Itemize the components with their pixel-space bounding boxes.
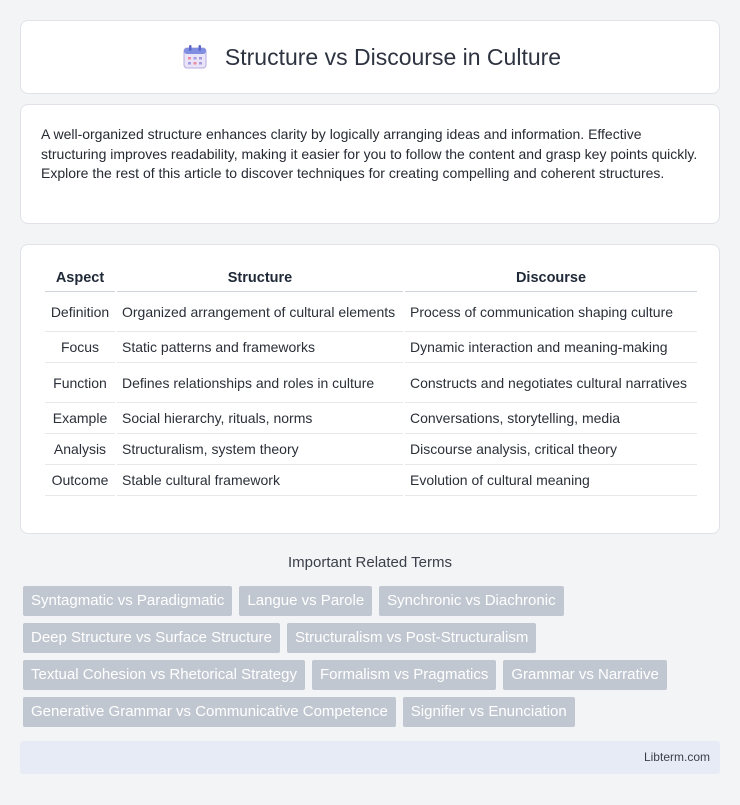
footer-bar: [20, 741, 720, 774]
table-cell-aspect: Definition: [45, 292, 115, 332]
table-cell-structure: Social hierarchy, rituals, norms: [117, 403, 403, 434]
related-term-tag[interactable]: Generative Grammar vs Communicative Competence: [23, 697, 396, 727]
column-header-structure: Structure: [117, 265, 403, 292]
related-term-tag[interactable]: Langue vs Parole: [239, 586, 372, 616]
table-cell-discourse: Process of communication shaping culture: [405, 292, 697, 332]
related-term-tag[interactable]: Formalism vs Pragmatics: [312, 660, 496, 690]
related-term-tag[interactable]: Signifier vs Enunciation: [403, 697, 575, 727]
related-term-tag[interactable]: Syntagmatic vs Paradigmatic: [23, 586, 232, 616]
table-cell-discourse: Conversations, storytelling, media: [405, 403, 697, 434]
related-terms-list: [23, 586, 723, 727]
intro-paragraph: A well-organized structure enhances clarity by logically arranging ideas and information. Effective structuring improves readability, making it easier for you to follow the content and grasp key points quickly. Explore the rest of this article to discover techniques for creating compelling and coherent structures.: [41, 126, 698, 181]
table-cell-aspect: Outcome: [45, 465, 115, 496]
table-row: [45, 465, 697, 496]
table-cell-discourse: Evolution of cultural meaning: [405, 465, 697, 496]
column-header-aspect: Aspect: [45, 265, 115, 292]
related-terms-heading: Important Related Terms: [288, 554, 452, 571]
table-cell-discourse: Dynamic interaction and meaning-making: [405, 332, 697, 363]
calendar-icon: [179, 41, 211, 73]
comparison-table: [43, 265, 699, 496]
related-term-tag[interactable]: Grammar vs Narrative: [503, 660, 667, 690]
related-term-tag[interactable]: Deep Structure vs Surface Structure: [23, 623, 280, 653]
column-header-discourse: Discourse: [405, 265, 697, 292]
related-term-tag[interactable]: Structuralism vs Post-Structuralism: [287, 623, 536, 653]
page-title: Structure vs Discourse in Culture: [224, 43, 562, 70]
table-cell-aspect: Function: [45, 363, 115, 403]
table-cell-discourse: Constructs and negotiates cultural narratives: [405, 363, 697, 403]
footer-site-link[interactable]: Libterm.com: [643, 750, 710, 764]
title-wrap: [179, 41, 561, 73]
table-cell-structure: Stable cultural framework: [117, 465, 403, 496]
table-cell-aspect: Focus: [45, 332, 115, 363]
table-row: [45, 434, 697, 465]
table-row: [45, 403, 697, 434]
table-cell-structure: Defines relationships and roles in culture: [117, 363, 403, 403]
header-card: [20, 20, 720, 94]
table-cell-structure: Organized arrangement of cultural elements: [117, 292, 403, 332]
table-cell-structure: Static patterns and frameworks: [117, 332, 403, 363]
table-cell-aspect: Example: [45, 403, 115, 434]
intro-card: [20, 104, 720, 224]
table-header-row: [45, 265, 697, 292]
table-row: [45, 332, 697, 363]
related-term-tag[interactable]: Textual Cohesion vs Rhetorical Strategy: [23, 660, 305, 690]
table-row: [45, 292, 697, 332]
table-cell-discourse: Discourse analysis, critical theory: [405, 434, 697, 465]
table-cell-structure: Structuralism, system theory: [117, 434, 403, 465]
table-row: [45, 363, 697, 403]
related-term-tag[interactable]: Synchronic vs Diachronic: [379, 586, 563, 616]
comparison-table-card: [20, 244, 720, 534]
table-cell-aspect: Analysis: [45, 434, 115, 465]
